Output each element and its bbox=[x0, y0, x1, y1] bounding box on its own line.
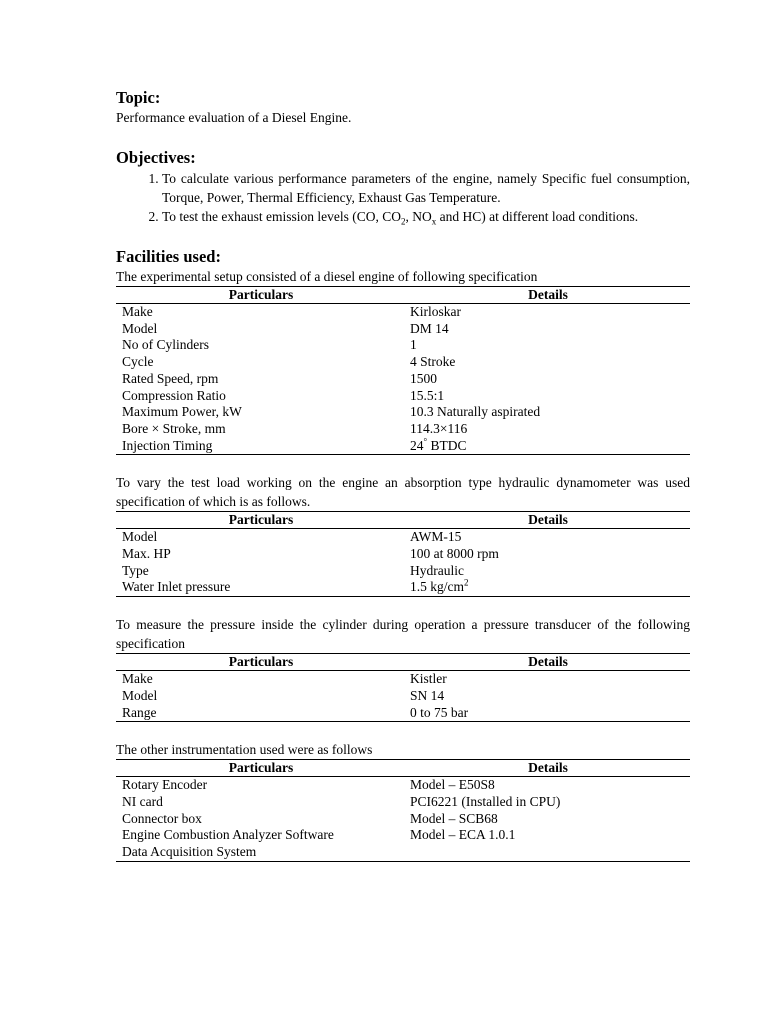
table-header-row bbox=[116, 654, 690, 671]
table-header-row bbox=[116, 512, 690, 529]
timing-suffix: BTDC bbox=[427, 437, 467, 453]
table-header-row bbox=[116, 760, 690, 777]
table-row bbox=[116, 671, 690, 688]
cell-particular: Data Acquisition System bbox=[116, 844, 406, 861]
table-row bbox=[116, 388, 690, 405]
degree-sup: ° bbox=[423, 436, 428, 447]
cell-particular: Engine Combustion Analyzer Software bbox=[122, 827, 334, 843]
objective-2-text-a: To test the exhaust emission levels (CO, CO bbox=[162, 209, 402, 224]
table-row bbox=[116, 705, 690, 722]
table-row bbox=[116, 688, 690, 705]
objective-item-2 bbox=[162, 207, 690, 226]
column-header-particulars: Particulars bbox=[116, 287, 406, 304]
column-header-particulars: Particulars bbox=[116, 512, 406, 529]
objective-2-text-c: and HC) at different load conditions. bbox=[436, 209, 639, 224]
transducer-intro: To measure the pressure inside the cylinder during operation a pressure transducer of the following specification bbox=[116, 617, 690, 652]
dyno-intro: To vary the test load working on the engine an absorption type hydraulic dynamometer was used specification of which is as follows. bbox=[116, 475, 690, 510]
table-row bbox=[116, 404, 690, 421]
dyno-spec-table bbox=[116, 511, 690, 597]
cell-detail: Hydraulic bbox=[410, 562, 464, 578]
table-row bbox=[116, 794, 690, 811]
cell-particular: NI card bbox=[122, 793, 163, 809]
objectives-list bbox=[116, 169, 690, 226]
column-header-details: Details bbox=[406, 760, 690, 777]
table-row bbox=[116, 811, 690, 828]
engine-spec-table bbox=[116, 286, 690, 455]
document-page bbox=[116, 0, 690, 862]
cell-particular: Type bbox=[122, 562, 149, 578]
table-row bbox=[116, 337, 690, 354]
table-row bbox=[116, 844, 690, 861]
cell-detail: 100 at 8000 rpm bbox=[410, 546, 499, 562]
cell-particular: Cycle bbox=[122, 354, 154, 370]
objective-item-1: 1. To calculate various performance parameters of the engine, namely Specific fuel consumption, Torque, Power, Thermal Efficiency, Exhaust Gas Temperature. bbox=[162, 169, 690, 207]
cell-detail: 114.3×116 bbox=[410, 420, 468, 436]
cell-detail: 1500 bbox=[410, 370, 437, 386]
objectives-heading: Objectives: bbox=[116, 148, 196, 167]
column-header-details: Details bbox=[406, 654, 690, 671]
cell-detail: 15.5:1 bbox=[410, 387, 445, 403]
table-row bbox=[116, 438, 690, 455]
topic-heading: Topic: bbox=[116, 88, 161, 107]
table-row bbox=[116, 421, 690, 438]
cell-detail bbox=[406, 844, 690, 861]
cell-detail: AWM-15 bbox=[410, 529, 462, 545]
table-row bbox=[116, 371, 690, 388]
transducer-spec-table bbox=[116, 653, 690, 722]
cell-detail: Model – ECA 1.0.1 bbox=[410, 827, 516, 843]
cell-particular: Make bbox=[122, 304, 153, 319]
topic-text: Performance evaluation of a Diesel Engine. bbox=[116, 110, 352, 125]
cell-detail: SN 14 bbox=[410, 687, 445, 703]
column-header-details: Details bbox=[406, 287, 690, 304]
cell-particular: Water Inlet pressure bbox=[116, 579, 406, 596]
cell-particular: Rotary Encoder bbox=[122, 777, 208, 793]
cell-particular: No of Cylinders bbox=[122, 337, 209, 353]
cell-detail: 1 bbox=[410, 337, 417, 353]
table-row bbox=[116, 827, 690, 844]
cell-particular: Model bbox=[122, 687, 158, 703]
cell-detail: Kistler bbox=[410, 671, 447, 687]
cell-detail: 10.3 Naturally aspirated bbox=[410, 404, 541, 420]
cell-particular: Connector box bbox=[122, 810, 202, 826]
cell-particular: Model bbox=[122, 529, 158, 545]
cell-particular: Rated Speed, rpm bbox=[122, 370, 219, 386]
cell-detail: Model – E50S8 bbox=[410, 777, 495, 793]
cell-detail: Kirloskar bbox=[410, 304, 461, 319]
column-header-details: Details bbox=[406, 512, 690, 529]
objective-2-sub-2: x bbox=[431, 216, 437, 227]
cell-particular: Bore × Stroke, mm bbox=[122, 420, 226, 436]
objective-2-text-b: , NO bbox=[405, 209, 432, 224]
objective-2-sub-1: 2 bbox=[401, 216, 406, 227]
pressure-value: 1.5 kg/cm bbox=[410, 579, 464, 595]
table-row bbox=[116, 563, 690, 580]
instrumentation-table bbox=[116, 759, 690, 862]
column-header-particulars: Particulars bbox=[116, 760, 406, 777]
timing-value: 24 bbox=[410, 437, 424, 453]
cell-particular: Injection Timing bbox=[116, 438, 406, 455]
table-row bbox=[116, 321, 690, 338]
table-row bbox=[116, 546, 690, 563]
table-row bbox=[116, 579, 690, 596]
cell-detail: PCI6221 (Installed in CPU) bbox=[410, 793, 561, 809]
table-row bbox=[116, 354, 690, 371]
cell-detail bbox=[406, 579, 690, 596]
cell-detail bbox=[406, 438, 690, 455]
column-header-particulars: Particulars bbox=[116, 654, 406, 671]
cell-detail: Model – SCB68 bbox=[410, 810, 498, 826]
cell-particular: Range bbox=[116, 705, 406, 722]
cell-detail: DM 14 bbox=[410, 320, 449, 336]
table-row bbox=[116, 777, 690, 794]
table-row bbox=[116, 304, 690, 321]
cell-particular: Make bbox=[122, 671, 153, 687]
squared-sup: 2 bbox=[464, 577, 469, 588]
cell-particular: Max. HP bbox=[122, 546, 171, 562]
cell-particular: Maximum Power, kW bbox=[122, 404, 242, 420]
table-row bbox=[116, 529, 690, 546]
cell-particular: Compression Ratio bbox=[122, 387, 226, 403]
cell-detail: 4 Stroke bbox=[410, 354, 456, 370]
facilities-intro: The experimental setup consisted of a diesel engine of following specification bbox=[116, 269, 538, 284]
facilities-heading: Facilities used: bbox=[116, 247, 221, 266]
cell-particular: Model bbox=[122, 320, 158, 336]
table-header-row bbox=[116, 287, 690, 304]
instrumentation-intro: The other instrumentation used were as follows bbox=[116, 742, 373, 758]
cell-detail: 0 to 75 bar bbox=[406, 705, 690, 722]
